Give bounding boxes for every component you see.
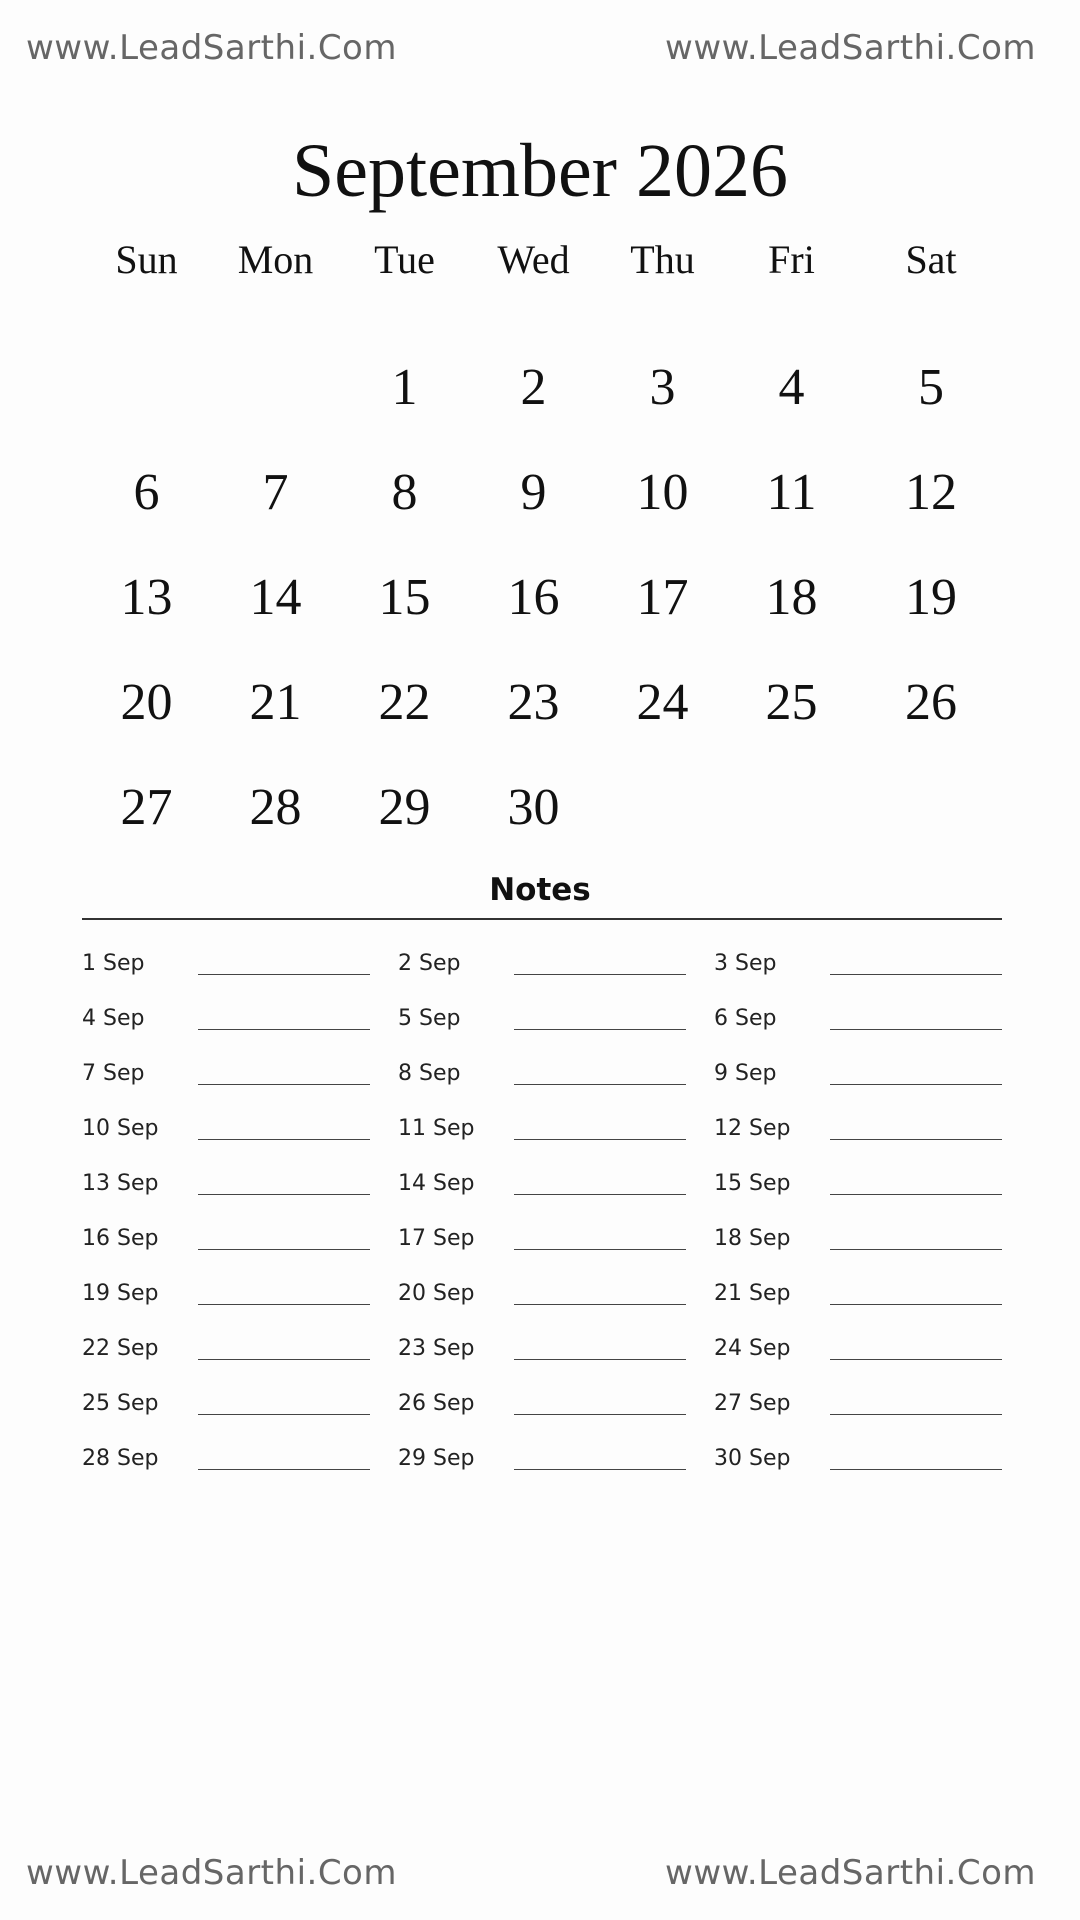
calendar-day: 18 [765, 569, 818, 626]
calendar-day: 4 [778, 359, 805, 416]
note-date-label: 13 Sep [82, 1171, 159, 1196]
note-write-line[interactable] [514, 1469, 686, 1470]
note-write-line[interactable] [514, 1359, 686, 1360]
watermark-bottom-left: www.LeadSarthi.Com [26, 1853, 397, 1893]
note-date-label: 1 Sep [82, 951, 145, 976]
calendar-day: 7 [262, 464, 289, 521]
notes-grid [82, 936, 1002, 1486]
note-write-line[interactable] [830, 1304, 1002, 1305]
note-write-line[interactable] [198, 1469, 370, 1470]
calendar-day: 30 [507, 779, 560, 836]
calendar-day: 17 [636, 569, 689, 626]
note-entry [398, 1266, 714, 1321]
note-write-line[interactable] [514, 1139, 686, 1140]
note-entry [398, 936, 714, 991]
note-entry [82, 1101, 398, 1156]
note-date-label: 17 Sep [398, 1226, 475, 1251]
note-date-label: 28 Sep [82, 1446, 159, 1471]
calendar-day: 22 [378, 674, 431, 731]
calendar-day: 20 [120, 674, 173, 731]
note-entry [714, 1046, 1002, 1101]
note-entry [82, 991, 398, 1046]
note-entry [82, 1431, 398, 1486]
note-date-label: 11 Sep [398, 1116, 475, 1141]
note-write-line[interactable] [198, 1414, 370, 1415]
calendar-day: 14 [249, 569, 302, 626]
note-date-label: 9 Sep [714, 1061, 777, 1086]
note-write-line[interactable] [514, 1304, 686, 1305]
calendar-day: 21 [249, 674, 302, 731]
notes-divider [82, 918, 1002, 920]
note-entry [82, 1266, 398, 1321]
note-entry [714, 1431, 1002, 1486]
note-date-label: 27 Sep [714, 1391, 791, 1416]
note-write-line[interactable] [514, 974, 686, 975]
note-write-line[interactable] [830, 1029, 1002, 1030]
note-write-line[interactable] [198, 1084, 370, 1085]
note-entry [714, 1211, 1002, 1266]
calendar-day: 5 [918, 359, 944, 416]
watermark-top-right: www.LeadSarthi.Com [665, 28, 1036, 68]
note-entry [398, 1376, 714, 1431]
note-date-label: 8 Sep [398, 1061, 461, 1086]
calendar-day: 28 [249, 779, 302, 836]
calendar-title: September 2026 [291, 129, 788, 213]
note-date-label: 5 Sep [398, 1006, 461, 1031]
note-entry [398, 1211, 714, 1266]
note-entry [398, 1156, 714, 1211]
calendar-day [598, 755, 727, 860]
note-date-label: 25 Sep [82, 1391, 159, 1416]
calendar-day: 16 [507, 569, 560, 626]
note-write-line[interactable] [198, 974, 370, 975]
note-date-label: 12 Sep [714, 1116, 791, 1141]
note-write-line[interactable] [198, 1359, 370, 1360]
note-write-line[interactable] [514, 1029, 686, 1030]
calendar-day: 26 [905, 674, 957, 731]
calendar-day: 27 [120, 779, 173, 836]
note-write-line[interactable] [514, 1249, 686, 1250]
note-write-line[interactable] [514, 1414, 686, 1415]
note-date-label: 20 Sep [398, 1281, 475, 1306]
note-entry [398, 991, 714, 1046]
note-entry [714, 991, 1002, 1046]
calendar-day: 6 [133, 464, 160, 521]
note-write-line[interactable] [198, 1249, 370, 1250]
note-write-line[interactable] [830, 1249, 1002, 1250]
calendar-day: 11 [766, 464, 817, 521]
note-date-label: 7 Sep [82, 1061, 145, 1086]
note-date-label: 14 Sep [398, 1171, 475, 1196]
note-write-line[interactable] [514, 1194, 686, 1195]
note-write-line[interactable] [198, 1029, 370, 1030]
weekday-header: Thu [630, 237, 695, 282]
calendar-day: 13 [120, 569, 173, 626]
note-date-label: 3 Sep [714, 951, 777, 976]
calendar-day [211, 335, 340, 440]
weekday-header: Sat [905, 237, 957, 282]
calendar-day: 24 [636, 674, 689, 731]
note-entry [714, 1266, 1002, 1321]
note-date-label: 24 Sep [714, 1336, 791, 1361]
note-write-line[interactable] [830, 1194, 1002, 1195]
note-write-line[interactable] [830, 1469, 1002, 1470]
note-entry [82, 1156, 398, 1211]
notes-heading: Notes [489, 872, 591, 908]
calendar-day: 8 [391, 464, 418, 521]
note-entry [714, 1156, 1002, 1211]
note-write-line[interactable] [830, 1139, 1002, 1140]
note-write-line[interactable] [514, 1084, 686, 1085]
calendar-day: 29 [378, 779, 431, 836]
weekday-header: Sun [115, 237, 178, 282]
calendar-day: 3 [649, 359, 676, 416]
note-date-label: 30 Sep [714, 1446, 791, 1471]
weekday-header: Fri [768, 237, 815, 282]
note-entry [82, 1046, 398, 1101]
calendar-day [82, 335, 211, 440]
note-entry [714, 936, 1002, 991]
calendar-day: 15 [378, 569, 431, 626]
note-date-label: 23 Sep [398, 1336, 475, 1361]
calendar-day: 19 [905, 569, 957, 626]
note-entry [714, 1376, 1002, 1431]
note-date-label: 22 Sep [82, 1336, 159, 1361]
note-date-label: 4 Sep [82, 1006, 145, 1031]
calendar-day [727, 755, 856, 860]
note-write-line[interactable] [198, 1304, 370, 1305]
calendar-day: 2 [520, 359, 547, 416]
calendar-day: 9 [520, 464, 547, 521]
calendar-day: 12 [905, 464, 957, 521]
note-date-label: 6 Sep [714, 1006, 777, 1031]
note-entry [398, 1321, 714, 1376]
note-entry [82, 1376, 398, 1431]
note-write-line[interactable] [830, 1359, 1002, 1360]
note-write-line[interactable] [830, 1084, 1002, 1085]
note-date-label: 21 Sep [714, 1281, 791, 1306]
note-date-label: 16 Sep [82, 1226, 159, 1251]
note-entry [714, 1321, 1002, 1376]
note-date-label: 18 Sep [714, 1226, 791, 1251]
calendar-day: 1 [391, 359, 418, 416]
note-date-label: 29 Sep [398, 1446, 475, 1471]
calendar-day: 25 [765, 674, 818, 731]
note-entry [398, 1046, 714, 1101]
note-date-label: 19 Sep [82, 1281, 159, 1306]
note-date-label: 26 Sep [398, 1391, 475, 1416]
calendar-day: 23 [507, 674, 560, 731]
watermark-top-left: www.LeadSarthi.Com [26, 28, 397, 68]
note-entry [398, 1431, 714, 1486]
note-entry [398, 1101, 714, 1156]
calendar-grid [82, 230, 1006, 860]
note-entry [714, 1101, 1002, 1156]
calendar-day [856, 755, 1006, 860]
weekday-header: Tue [374, 237, 435, 282]
note-write-line[interactable] [198, 1139, 370, 1140]
note-date-label: 10 Sep [82, 1116, 159, 1141]
calendar-day: 10 [636, 464, 689, 521]
note-entry [82, 1321, 398, 1376]
weekday-header: Mon [237, 237, 314, 282]
watermark-bottom-right: www.LeadSarthi.Com [665, 1853, 1036, 1893]
note-date-label: 2 Sep [398, 951, 461, 976]
note-entry [82, 1211, 398, 1266]
note-write-line[interactable] [830, 1414, 1002, 1415]
note-write-line[interactable] [198, 1194, 370, 1195]
weekday-header: Wed [497, 237, 570, 282]
note-entry [82, 936, 398, 991]
note-write-line[interactable] [830, 974, 1002, 975]
note-date-label: 15 Sep [714, 1171, 791, 1196]
